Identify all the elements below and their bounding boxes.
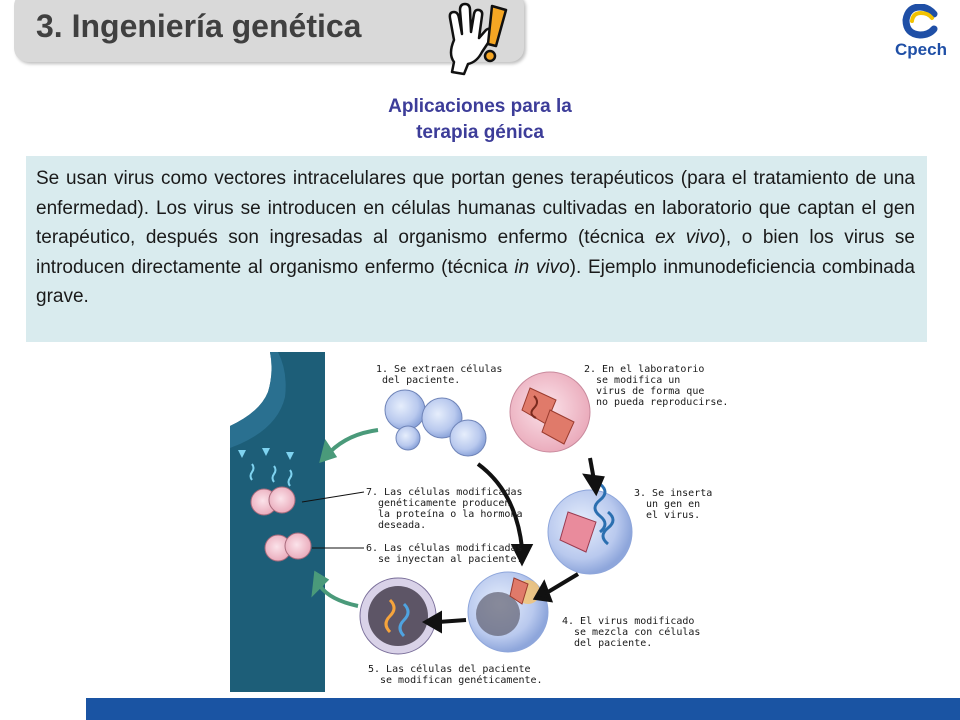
step-6-line-2: se inyectan al paciente. [378, 554, 523, 565]
step-3-line-3: el virus. [646, 510, 701, 521]
step-6-label [366, 542, 529, 565]
step-1-label [376, 363, 508, 386]
step-1-line-1: 1. Se extraen células [376, 364, 503, 375]
step-7-line-2: genéticamente producen [378, 498, 511, 509]
virus-mixing-cells [468, 572, 548, 652]
extracted-cells [385, 390, 486, 456]
gene-therapy-diagram [230, 352, 730, 692]
subtitle-line-2: terapia génica [416, 122, 544, 143]
description-italic-ex-vivo: ex vivo [655, 227, 720, 248]
virus-gene-insertion [548, 484, 632, 574]
step-3-line-2: un gen en [646, 499, 701, 510]
lab-virus-cell [510, 372, 590, 452]
step-3-line-1: 3. Se inserta [634, 488, 713, 499]
pointing-hand-exclamation-icon [444, 0, 510, 78]
step-5-label [368, 663, 543, 686]
description-part-1: Se usan virus como vectores intracelulares que portan genes terapéuticos (para el tratamiento de una enfermedad). Los virus se introducen en células humanas cultivadas en laboratorio que captan el gen terapéutico, después son ingresadas al organismo enfermo (técnica [36, 168, 915, 248]
step-1-line-2: del paciente. [382, 375, 461, 386]
step-2-line-3: virus de forma que [596, 386, 705, 397]
modified-patient-cell [360, 578, 436, 654]
description-part-2: ), o bien los virus se introducen directamente al organismo enfermo (técnica [36, 227, 915, 278]
slide-title: 3. Ingeniería genética [36, 8, 362, 44]
patient-silhouette [230, 352, 325, 692]
logo-text: Cpech [895, 40, 947, 59]
step-4-line-1: 4. El virus modificado [562, 616, 695, 627]
step-2-line-1: 2. En el laboratorio [584, 364, 705, 375]
step-4-line-2: se mezcla con células [574, 627, 701, 638]
step-5-line-2: se modifican genéticamente. [380, 675, 543, 686]
footer-bar [86, 698, 960, 720]
step-7-line-4: deseada. [378, 520, 427, 531]
subtitle-line-1: Aplicaciones para la [388, 96, 572, 117]
step-2-line-2: se modifica un [596, 375, 681, 386]
step-5-line-1: 5. Las células del paciente [368, 664, 531, 675]
description-text [36, 164, 915, 312]
step-7-line-3: la proteína o la hormona [378, 509, 523, 520]
step-2-line-4: no pueda reproducirse. [596, 397, 729, 408]
step-3-label [634, 488, 718, 521]
step-4-line-3: del paciente. [574, 638, 653, 649]
description-italic-in-vivo: in vivo [514, 256, 570, 278]
cpech-logo [888, 4, 954, 60]
step-4-label [562, 616, 706, 649]
step-6-line-1: 6. Las células modificadas [366, 543, 523, 554]
description-box [26, 156, 927, 342]
step-7-line-1: 7. Las células modificadas [366, 487, 523, 498]
description-part-3: ). Ejemplo inmunodeficiencia combinada grave. [36, 256, 915, 307]
cpech-logo-icon [888, 4, 954, 44]
step-2-label [584, 364, 728, 408]
step-7-label [366, 486, 529, 531]
section-subtitle [300, 94, 660, 146]
